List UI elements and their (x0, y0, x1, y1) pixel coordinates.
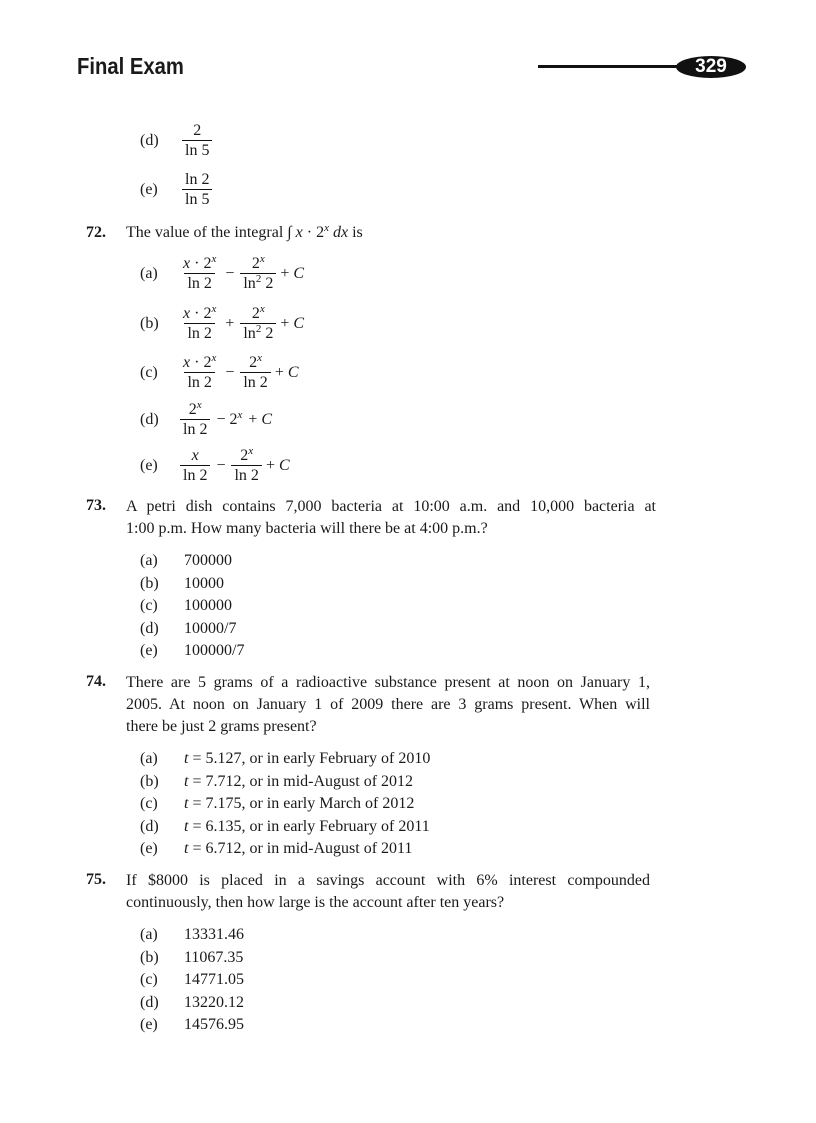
q72-option-a (140, 255, 304, 293)
tail: + C (274, 364, 299, 381)
denominator: ln 2 (180, 465, 210, 485)
base: 2 (316, 224, 325, 241)
option-row: (e) 100000/7 (140, 642, 245, 659)
operator: − (225, 364, 235, 381)
option-row: (b) t = 7.712, or in mid-August of 2012 (140, 772, 414, 790)
text-line: 2005. At noon on January 1 of 2009 there are 3 grams present. When will (126, 696, 650, 713)
question-text (126, 870, 650, 914)
denominator: ln 5 (182, 189, 212, 209)
denominator: ln 5 (182, 140, 212, 160)
option-label: (e) (140, 457, 158, 474)
denominator: ln 2 (231, 465, 261, 485)
fraction (240, 354, 270, 392)
option-row: (e) t = 6.712, or in mid-August of 2011 (140, 840, 413, 857)
denominator: ln 2 (240, 372, 270, 392)
q72-option-b (140, 305, 304, 343)
numerator: $x \cdot 2^x$ (183, 352, 217, 371)
option-label: (e) (140, 181, 158, 198)
option-row: (c) 100000 (140, 597, 232, 614)
option-row: (d) t = 6.135, or in early February of 2011 (140, 817, 430, 835)
fraction (180, 354, 219, 392)
numerator: ln 2 (185, 171, 210, 188)
question-text (126, 496, 656, 540)
question-number: 73. (86, 497, 106, 514)
q72-option-c (140, 354, 299, 392)
tail: + C (265, 457, 290, 474)
dot: · (306, 224, 313, 241)
option-row: (a) t = 5.127, or in early February of 2010 (140, 750, 431, 767)
option-label: (d) (140, 411, 159, 428)
q73-options (140, 550, 244, 663)
operator: − (216, 457, 226, 474)
fraction (180, 447, 210, 485)
question-number: 72. (86, 224, 106, 241)
operator: − $2^x$ (216, 409, 243, 428)
operator: + (225, 315, 235, 332)
tail: + C (280, 265, 305, 282)
option-label: (d) (140, 132, 159, 149)
numerator: 2 (193, 122, 202, 139)
question-text (126, 222, 363, 244)
q72-option-e (140, 447, 290, 485)
numerator: 2$^x$ (249, 352, 263, 371)
question-number: 75. (86, 871, 106, 888)
option-row: (a) 700000 (140, 552, 232, 569)
tail: + C (280, 315, 305, 332)
numerator: $x \cdot 2^x$ (183, 253, 217, 272)
text-line: There are 5 grams of a radioactive substance present at noon on January 1, (126, 674, 650, 691)
var: x (295, 224, 303, 241)
fraction (182, 122, 212, 160)
q71-option-e (140, 171, 212, 209)
fraction (180, 305, 219, 343)
page-number-badge: 329 (676, 56, 746, 78)
fraction (240, 305, 276, 343)
q74-options (140, 748, 430, 861)
fraction (180, 401, 210, 439)
text-line: continuously, then how large is the account after ten years? (126, 894, 505, 911)
header-rule (538, 65, 698, 68)
option-row: (d) 10000/7 (140, 619, 237, 637)
denominator: ln 2 (184, 372, 214, 392)
fraction (231, 447, 261, 485)
option-row: (d) 13220.12 (140, 993, 244, 1011)
option-row: (a) 13331.46 (140, 926, 244, 943)
numerator: $x \cdot 2^x$ (183, 303, 217, 322)
numerator: 2$^x$ (188, 399, 202, 418)
question-text (126, 672, 650, 738)
option-row: (e) 14576.95 (140, 1016, 244, 1033)
differential: dx (332, 224, 349, 241)
numerator: 2$^x$ (251, 253, 265, 272)
exponent: x (324, 222, 329, 234)
question-number: 74. (86, 673, 106, 690)
option-label: (c) (140, 364, 158, 381)
option-row: (c) 14771.05 (140, 971, 244, 988)
option-row: (c) t = 7.175, or in early March of 2012 (140, 795, 415, 812)
text: is (348, 224, 363, 241)
q75-options (140, 924, 244, 1037)
tail: + C (248, 411, 273, 428)
option-label: (a) (140, 265, 158, 282)
integral-sign: ∫ (287, 224, 292, 241)
option-row: (b) 11067.35 (140, 948, 244, 966)
numerator: 2$^x$ (251, 303, 265, 322)
q71-option-d (140, 122, 212, 160)
operator: − (225, 265, 235, 282)
option-row: (b) 10000 (140, 574, 224, 592)
denominator: $\ln^2 2$ (240, 323, 276, 343)
page-header-title: Final Exam (77, 53, 184, 79)
text-line: 1:00 p.m. How many bacteria will there be at 4:00 p.m.? (126, 520, 488, 537)
text: The value of the integral (126, 224, 288, 241)
denominator: ln 2 (180, 419, 210, 439)
text-line: there be just 2 grams present? (126, 718, 317, 735)
denominator: ln 2 (184, 323, 214, 343)
fraction (240, 255, 276, 293)
fraction (182, 171, 212, 209)
text-line: A petri dish contains 7,000 bacteria at 10:00 a.m. and 10,000 bacteria at (126, 498, 656, 515)
option-label: (b) (140, 315, 159, 332)
numerator: x (191, 447, 199, 464)
denominator: ln 2 (184, 273, 214, 293)
numerator: 2$^x$ (240, 445, 254, 464)
text-line: If $8000 is placed in a savings account with 6% interest compounded (126, 872, 650, 889)
denominator: $\ln^2 2$ (240, 273, 276, 293)
fraction (180, 255, 219, 293)
q72-option-d (140, 401, 272, 439)
